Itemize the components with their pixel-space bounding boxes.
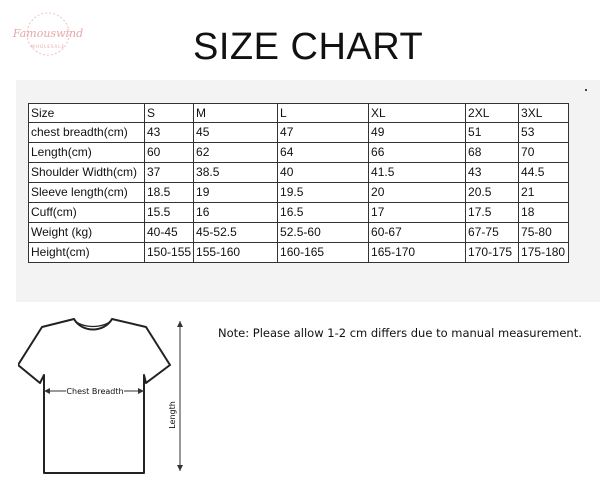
table-cell: 17 [369,203,466,223]
table-cell: 20 [369,183,466,203]
table-row [29,203,569,223]
table-cell: 43 [466,163,519,183]
table-cell: 165-170 [369,243,466,263]
table-cell: 41.5 [369,163,466,183]
table-row [29,163,569,183]
table-cell: 70 [519,143,569,163]
table-cell: Weight (kg) [29,223,145,243]
table-cell: 37 [145,163,194,183]
table-cell: 18 [519,203,569,223]
table-cell: Height(cm) [29,243,145,263]
table-header-cell: M [194,104,278,123]
table-cell: 44.5 [519,163,569,183]
table-cell: 60 [145,143,194,163]
table-cell: Cuff(cm) [29,203,145,223]
length-arrow-bottom-icon [177,465,183,471]
table-cell: 47 [278,123,369,143]
table-cell: 62 [194,143,278,163]
table-cell: 21 [519,183,569,203]
table-cell: 20.5 [466,183,519,203]
table-cell: Length(cm) [29,143,145,163]
table-cell: 170-175 [466,243,519,263]
table-cell: 150-155 [145,243,194,263]
length-arrow-top-icon [177,321,183,327]
table-row [29,143,569,163]
table-header-cell: 3XL [519,104,569,123]
table-cell: 40-45 [145,223,194,243]
table-cell: 175-180 [519,243,569,263]
brand-tagline: WHOLESALE [31,44,65,49]
table-header-cell: S [145,104,194,123]
measurement-note: Note: Please allow 1-2 cm differs due to manual measurement. [218,326,582,340]
table-cell: 16.5 [278,203,369,223]
decorative-dot [585,89,587,91]
table-cell: 45-52.5 [194,223,278,243]
table-header-cell: Size [29,104,145,123]
table-header-cell: XL [369,104,466,123]
table-cell: 160-165 [278,243,369,263]
table-row [29,223,569,243]
table-cell: 52.5-60 [278,223,369,243]
table-cell: 18.5 [145,183,194,203]
table-cell: 155-160 [194,243,278,263]
tshirt-diagram [18,315,193,480]
table-cell: 66 [369,143,466,163]
table-cell: 40 [278,163,369,183]
brand-name: Famouswind [12,27,84,40]
table-cell: 75-80 [519,223,569,243]
table-cell: 67-75 [466,223,519,243]
table-header-cell: 2XL [466,104,519,123]
table-row [29,123,569,143]
table-cell: chest breadth(cm) [29,123,145,143]
table-cell: 49 [369,123,466,143]
table-cell: 19 [194,183,278,203]
page-title: SIZE CHART [193,26,424,68]
table-header-row [29,104,569,123]
table-cell: 17.5 [466,203,519,223]
table-cell: 51 [466,123,519,143]
table-cell: 45 [194,123,278,143]
table-cell: 64 [278,143,369,163]
table-cell: 16 [194,203,278,223]
length-label: Length [168,401,177,429]
table-cell: 43 [145,123,194,143]
table-cell: 15.5 [145,203,194,223]
table-cell: Shoulder Width(cm) [29,163,145,183]
chest-breadth-label: Chest Breadth [66,387,124,396]
table-cell: Sleeve length(cm) [29,183,145,203]
table-cell: 38.5 [194,163,278,183]
table-row [29,243,569,263]
table-row [29,183,569,203]
table-cell: 68 [466,143,519,163]
size-table [28,103,569,263]
table-cell: 19.5 [278,183,369,203]
table-header-cell: L [278,104,369,123]
table-cell: 53 [519,123,569,143]
table-cell: 60-67 [369,223,466,243]
